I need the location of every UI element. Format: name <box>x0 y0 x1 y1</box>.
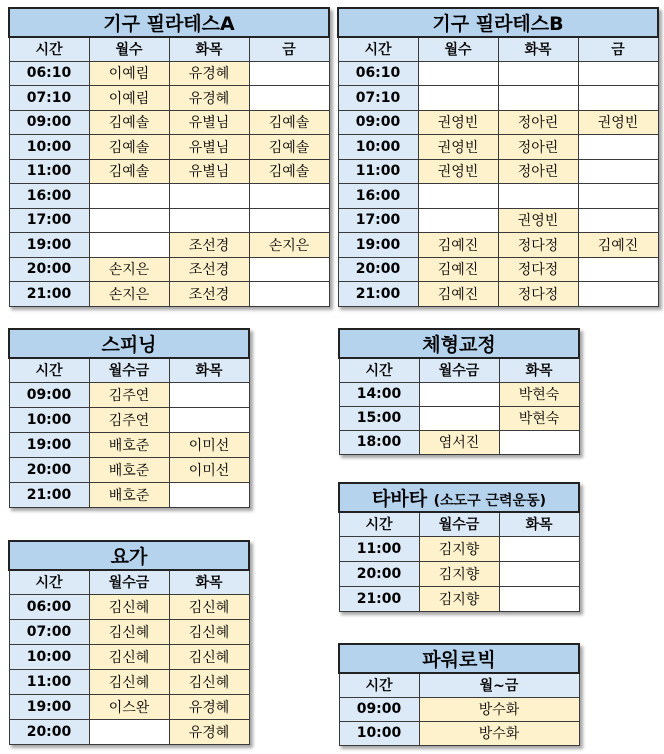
instructor-cell: 정다정 <box>498 233 578 258</box>
instructor-cell: 손지은 <box>89 257 169 282</box>
instructor-cell <box>418 61 498 86</box>
instructor-cell <box>418 184 498 209</box>
instructor-cell <box>249 184 329 209</box>
time-cell: 16:00 <box>9 184 89 209</box>
time-cell: 09:00 <box>339 697 419 721</box>
instructor-cell: 방수화 <box>419 721 579 745</box>
instructor-cell: 김예솔 <box>89 159 169 184</box>
instructor-cell <box>169 382 249 407</box>
instructor-cell <box>578 135 658 160</box>
schedule-row <box>9 257 329 282</box>
instructor-cell: 김지향 <box>419 586 499 611</box>
instructor-cell <box>419 406 499 430</box>
time-cell: 21:00 <box>339 586 419 611</box>
spinning-title: 스피닝 <box>9 329 249 358</box>
pilates-a-table <box>8 7 330 307</box>
schedule-row <box>9 184 329 209</box>
schedule-row <box>338 61 658 86</box>
time-cell: 06:10 <box>338 61 418 86</box>
header-time: 시간 <box>9 358 89 382</box>
time-cell: 10:00 <box>9 407 89 432</box>
schedule-row <box>9 61 329 86</box>
schedule-row <box>9 432 249 457</box>
instructor-cell <box>249 208 329 233</box>
schedule-row <box>9 135 329 160</box>
time-cell: 07:10 <box>9 86 89 111</box>
schedule-row <box>339 406 579 430</box>
instructor-cell <box>499 536 579 561</box>
time-cell: 06:00 <box>9 594 89 619</box>
instructor-cell <box>578 159 658 184</box>
header-time: 시간 <box>339 358 419 382</box>
pilates-b-title: 기구 필라테스B <box>338 8 658 37</box>
header-mon-wed-fri: 월수금 <box>89 358 169 382</box>
instructor-cell <box>499 586 579 611</box>
instructor-cell: 김예진 <box>418 282 498 307</box>
instructor-cell <box>249 86 329 111</box>
instructor-cell <box>89 184 169 209</box>
instructor-cell <box>169 184 249 209</box>
instructor-cell: 박현숙 <box>499 382 579 406</box>
time-cell: 19:00 <box>9 432 89 457</box>
schedule-row <box>9 382 249 407</box>
instructor-cell: 손지은 <box>249 233 329 258</box>
header-mon-fri: 월~금 <box>419 673 579 697</box>
instructor-cell <box>498 86 578 111</box>
instructor-cell <box>498 61 578 86</box>
time-cell: 20:00 <box>9 719 89 744</box>
header-fri: 금 <box>249 37 329 61</box>
instructor-cell: 염서진 <box>419 430 499 454</box>
instructor-cell: 정다정 <box>498 282 578 307</box>
schedule-row <box>9 407 249 432</box>
schedule-row <box>338 159 658 184</box>
time-cell: 09:00 <box>9 382 89 407</box>
schedule-row <box>338 208 658 233</box>
instructor-cell <box>249 61 329 86</box>
header-mon-wed-fri: 월수금 <box>419 358 499 382</box>
instructor-cell: 김예솔 <box>249 110 329 135</box>
time-cell: 15:00 <box>339 406 419 430</box>
instructor-cell: 김예솔 <box>249 135 329 160</box>
schedule-row <box>338 233 658 258</box>
instructor-cell: 이예림 <box>89 86 169 111</box>
header-mon-wed: 월수 <box>418 37 498 61</box>
instructor-cell: 권영빈 <box>498 208 578 233</box>
schedule-row <box>339 382 579 406</box>
instructor-cell <box>498 184 578 209</box>
instructor-cell: 김예진 <box>578 233 658 258</box>
instructor-cell: 권영빈 <box>578 110 658 135</box>
instructor-cell: 유별님 <box>169 135 249 160</box>
instructor-cell: 유경혜 <box>169 86 249 111</box>
instructor-cell <box>169 208 249 233</box>
time-cell: 21:00 <box>9 282 89 307</box>
instructor-cell <box>89 233 169 258</box>
instructor-cell: 권영빈 <box>418 135 498 160</box>
time-cell: 11:00 <box>339 536 419 561</box>
schedule-row <box>9 457 249 482</box>
header-tue-thu: 화목 <box>169 358 249 382</box>
posture-table <box>338 328 580 455</box>
schedule-row <box>9 694 249 719</box>
time-cell: 11:00 <box>9 159 89 184</box>
header-time: 시간 <box>9 37 89 61</box>
instructor-cell <box>418 208 498 233</box>
schedule-row <box>338 184 658 209</box>
time-cell: 20:00 <box>338 257 418 282</box>
header-time: 시간 <box>9 570 89 594</box>
header-time: 시간 <box>338 37 418 61</box>
schedule-row <box>9 159 329 184</box>
instructor-cell <box>89 719 169 744</box>
instructor-cell: 이스완 <box>89 694 169 719</box>
schedule-row <box>338 110 658 135</box>
time-cell: 19:00 <box>9 233 89 258</box>
time-cell: 09:00 <box>338 110 418 135</box>
instructor-cell: 김신혜 <box>89 594 169 619</box>
time-cell: 10:00 <box>9 644 89 669</box>
instructor-cell: 김주연 <box>89 382 169 407</box>
pilates-b-table <box>337 7 659 307</box>
schedule-row <box>339 697 579 721</box>
header-tue-thu: 화목 <box>498 37 578 61</box>
instructor-cell: 김지향 <box>419 536 499 561</box>
schedule-row <box>9 208 329 233</box>
header-time: 시간 <box>339 673 419 697</box>
time-cell: 10:00 <box>338 135 418 160</box>
instructor-cell <box>578 184 658 209</box>
instructor-cell: 배호준 <box>89 432 169 457</box>
yoga-table <box>8 540 250 745</box>
instructor-cell: 정다정 <box>498 257 578 282</box>
instructor-cell: 김지향 <box>419 561 499 586</box>
schedule-row <box>9 86 329 111</box>
header-mon-wed: 월수 <box>89 37 169 61</box>
spinning-table <box>8 328 250 508</box>
instructor-cell: 유경혜 <box>169 694 249 719</box>
instructor-cell: 배호준 <box>89 482 169 507</box>
posture-title: 체형교정 <box>339 329 579 358</box>
instructor-cell: 정아린 <box>498 159 578 184</box>
schedule-row <box>9 594 249 619</box>
instructor-cell <box>578 61 658 86</box>
instructor-cell: 손지은 <box>89 282 169 307</box>
instructor-cell: 김예진 <box>418 257 498 282</box>
instructor-cell: 김신혜 <box>169 619 249 644</box>
time-cell: 06:10 <box>9 61 89 86</box>
header-tue-thu: 화목 <box>169 570 249 594</box>
instructor-cell: 김신혜 <box>89 619 169 644</box>
time-cell: 18:00 <box>339 430 419 454</box>
header-tue-thu: 화목 <box>499 358 579 382</box>
instructor-cell: 방수화 <box>419 697 579 721</box>
instructor-cell <box>89 208 169 233</box>
schedule-row <box>9 233 329 258</box>
schedule-row <box>9 282 329 307</box>
schedule-row <box>338 282 658 307</box>
time-cell: 10:00 <box>9 135 89 160</box>
schedule-row <box>339 536 579 561</box>
instructor-cell: 김신혜 <box>169 644 249 669</box>
schedule-row <box>338 257 658 282</box>
header-time: 시간 <box>339 512 419 536</box>
schedule-row <box>9 619 249 644</box>
tabata-subtitle: (소도구 근력운동) <box>433 493 547 509</box>
schedule-row <box>338 135 658 160</box>
instructor-cell: 권영빈 <box>418 159 498 184</box>
schedule-row <box>9 644 249 669</box>
powerrobics-table <box>338 643 580 746</box>
tabata-title <box>339 483 579 512</box>
instructor-cell: 김예솔 <box>89 110 169 135</box>
instructor-cell: 김예솔 <box>249 159 329 184</box>
instructor-cell: 김주연 <box>89 407 169 432</box>
instructor-cell <box>418 86 498 111</box>
schedule-row <box>339 430 579 454</box>
schedule-row <box>339 586 579 611</box>
instructor-cell: 유경혜 <box>169 61 249 86</box>
instructor-cell: 유별님 <box>169 110 249 135</box>
tabata-table <box>338 482 580 612</box>
time-cell: 17:00 <box>338 208 418 233</box>
instructor-cell <box>249 282 329 307</box>
time-cell: 20:00 <box>9 457 89 482</box>
instructor-cell <box>578 208 658 233</box>
instructor-cell: 권영빈 <box>418 110 498 135</box>
header-tue-thu: 화목 <box>169 37 249 61</box>
instructor-cell <box>499 430 579 454</box>
schedule-row <box>339 721 579 745</box>
instructor-cell: 이예림 <box>89 61 169 86</box>
instructor-cell: 조선경 <box>169 233 249 258</box>
header-fri: 금 <box>578 37 658 61</box>
instructor-cell: 김신혜 <box>169 594 249 619</box>
instructor-cell: 정아린 <box>498 110 578 135</box>
tabata-title-text: 타바타 <box>371 488 428 510</box>
time-cell: 20:00 <box>9 257 89 282</box>
instructor-cell: 김예솔 <box>89 135 169 160</box>
header-tue-thu: 화목 <box>499 512 579 536</box>
schedule-row <box>9 719 249 744</box>
time-cell: 20:00 <box>339 561 419 586</box>
instructor-cell: 이미선 <box>169 432 249 457</box>
instructor-cell <box>419 382 499 406</box>
time-cell: 19:00 <box>338 233 418 258</box>
instructor-cell: 이미선 <box>169 457 249 482</box>
time-cell: 21:00 <box>338 282 418 307</box>
instructor-cell: 유별님 <box>169 159 249 184</box>
instructor-cell: 배호준 <box>89 457 169 482</box>
time-cell: 14:00 <box>339 382 419 406</box>
time-cell: 16:00 <box>338 184 418 209</box>
time-cell: 21:00 <box>9 482 89 507</box>
time-cell: 11:00 <box>9 669 89 694</box>
instructor-cell: 김신혜 <box>169 669 249 694</box>
time-cell: 09:00 <box>9 110 89 135</box>
instructor-cell: 정아린 <box>498 135 578 160</box>
schedule-row <box>339 561 579 586</box>
schedule-row <box>9 110 329 135</box>
instructor-cell: 김예진 <box>418 233 498 258</box>
instructor-cell <box>578 86 658 111</box>
instructor-cell <box>169 407 249 432</box>
instructor-cell <box>578 282 658 307</box>
time-cell: 11:00 <box>338 159 418 184</box>
instructor-cell: 조선경 <box>169 257 249 282</box>
header-mon-wed-fri: 월수금 <box>89 570 169 594</box>
instructor-cell <box>169 482 249 507</box>
instructor-cell <box>578 257 658 282</box>
pilates-a-title: 기구 필라테스A <box>9 8 329 37</box>
time-cell: 10:00 <box>339 721 419 745</box>
time-cell: 17:00 <box>9 208 89 233</box>
instructor-cell: 조선경 <box>169 282 249 307</box>
time-cell: 19:00 <box>9 694 89 719</box>
instructor-cell: 김신혜 <box>89 669 169 694</box>
powerrobics-title: 파워로빅 <box>339 644 579 673</box>
schedule-row <box>338 86 658 111</box>
schedule-row <box>9 482 249 507</box>
instructor-cell <box>249 257 329 282</box>
schedule-row <box>9 669 249 694</box>
time-cell: 07:00 <box>9 619 89 644</box>
instructor-cell: 유경혜 <box>169 719 249 744</box>
time-cell: 07:10 <box>338 86 418 111</box>
yoga-title: 요가 <box>9 541 249 570</box>
header-mon-wed-fri: 월수금 <box>419 512 499 536</box>
instructor-cell: 김신혜 <box>89 644 169 669</box>
instructor-cell <box>499 561 579 586</box>
instructor-cell: 박현숙 <box>499 406 579 430</box>
